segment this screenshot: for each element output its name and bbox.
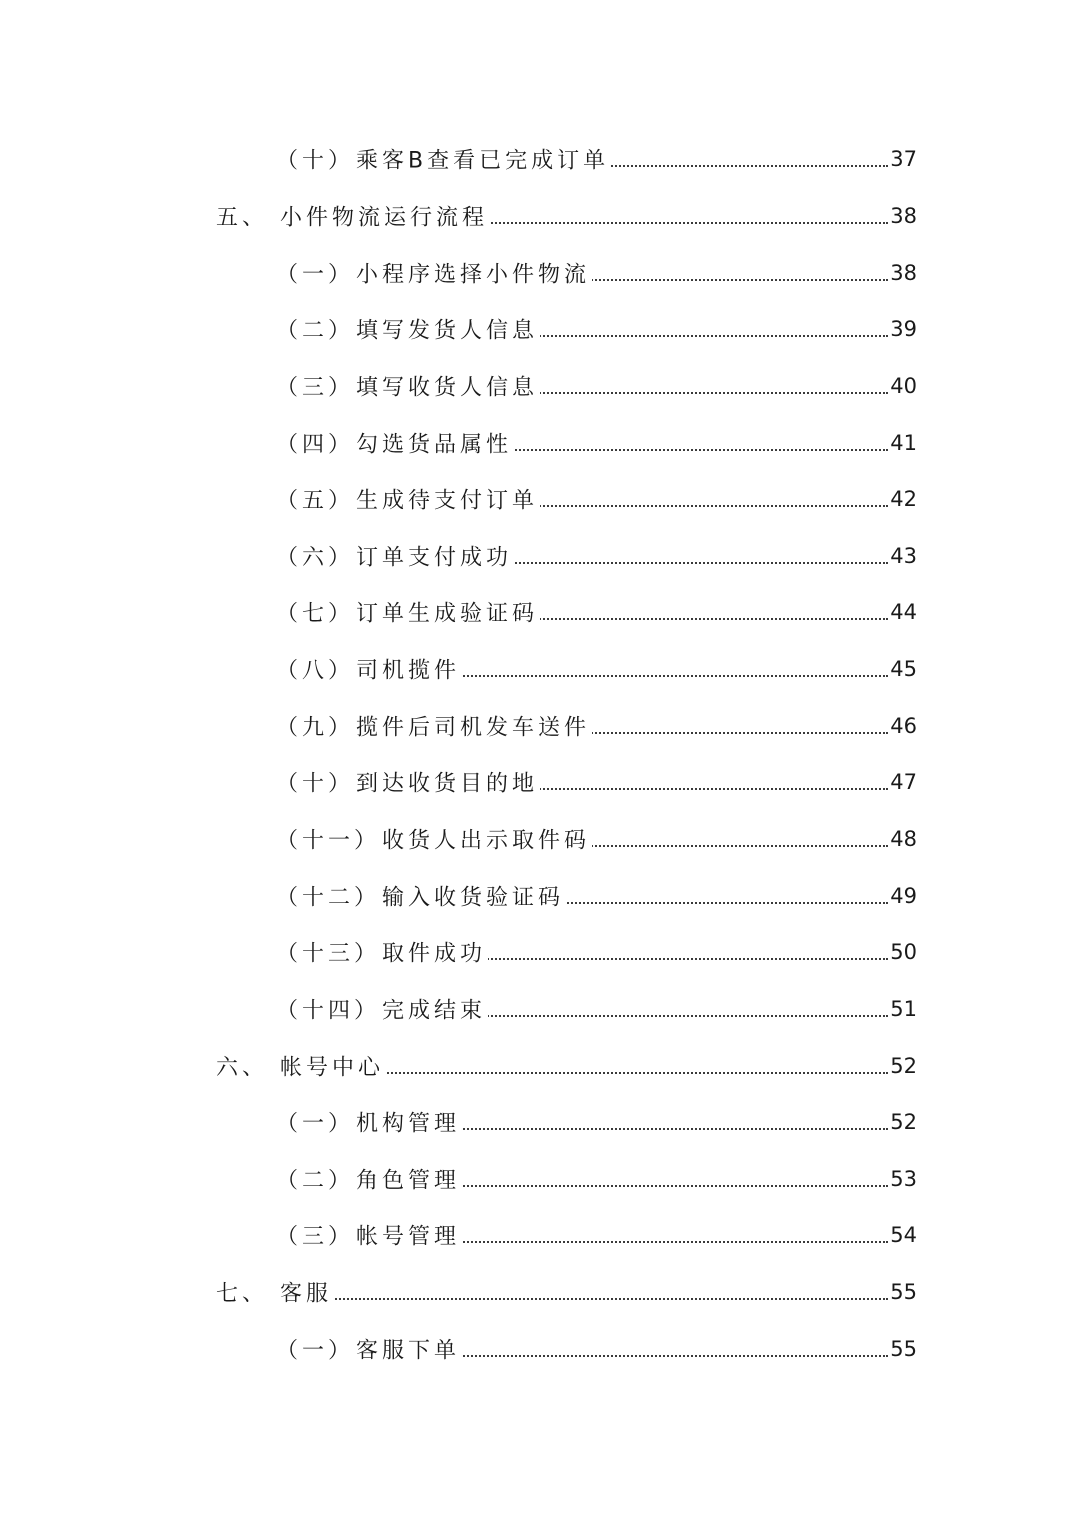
toc-entry-page-number: 46 bbox=[890, 713, 917, 738]
toc-entry-page-number: 55 bbox=[890, 1336, 917, 1361]
toc-entry[interactable] bbox=[0, 811, 1080, 868]
toc-entry-number: （一） bbox=[276, 257, 356, 288]
toc-entry-page-number: 52 bbox=[890, 1110, 917, 1135]
toc-entry[interactable] bbox=[0, 1094, 1080, 1151]
toc-entry-title: 乘客B查看已完成订单 bbox=[356, 144, 611, 175]
toc-entry-title: 帐号中心 bbox=[280, 1050, 386, 1081]
toc-entry-page-number: 41 bbox=[890, 430, 917, 455]
toc-entry-page-number: 42 bbox=[890, 487, 917, 512]
toc-entry-number: （六） bbox=[276, 540, 356, 571]
toc-entry-title: 填写收货人信息 bbox=[356, 370, 540, 401]
toc-entry-number: 六、 bbox=[216, 1050, 270, 1081]
toc-entry-page-number: 54 bbox=[890, 1223, 917, 1248]
toc-entry[interactable] bbox=[0, 1207, 1080, 1264]
toc-entry-page-number: 40 bbox=[890, 373, 917, 398]
toc-entry-number: （九） bbox=[276, 710, 356, 741]
toc-entry-number: （十二） bbox=[276, 880, 382, 911]
toc-entry-number: 五、 bbox=[216, 200, 270, 231]
toc-entry-number: （一） bbox=[276, 1107, 356, 1138]
toc-entry[interactable] bbox=[0, 584, 1080, 641]
toc-entry-number: （四） bbox=[276, 427, 356, 458]
toc-entry[interactable] bbox=[0, 244, 1080, 301]
toc-entry-title: 帐号管理 bbox=[356, 1220, 462, 1251]
toc-entry-number: （一） bbox=[276, 1333, 356, 1364]
toc-entry-page-number: 52 bbox=[890, 1053, 917, 1078]
toc-entry[interactable] bbox=[0, 358, 1080, 415]
toc-entry-title: 揽件后司机发车送件 bbox=[356, 710, 592, 741]
toc-entry-number: （十） bbox=[276, 767, 356, 798]
toc-entry[interactable] bbox=[0, 414, 1080, 471]
toc-entry-number: （三） bbox=[276, 1220, 356, 1251]
toc-entry-page-number: 38 bbox=[890, 260, 917, 285]
toc-entry[interactable] bbox=[0, 1264, 1080, 1321]
toc-entry[interactable] bbox=[0, 697, 1080, 754]
toc-entry-title: 角色管理 bbox=[356, 1163, 462, 1194]
toc-entry-number: （七） bbox=[276, 597, 356, 628]
toc-entry-title: 小件物流运行流程 bbox=[280, 200, 490, 231]
dot-leader bbox=[300, 1072, 888, 1074]
toc-entry-page-number: 38 bbox=[890, 203, 917, 228]
toc-entry-number: （十四） bbox=[276, 993, 382, 1024]
toc-entry-page-number: 43 bbox=[890, 543, 917, 568]
toc-entry-title: 输入收货验证码 bbox=[382, 880, 566, 911]
toc-entry-title: 生成待支付订单 bbox=[356, 484, 540, 515]
toc-entry-title: 取件成功 bbox=[382, 937, 488, 968]
toc-entry[interactable] bbox=[0, 641, 1080, 698]
toc-entry[interactable] bbox=[0, 188, 1080, 245]
toc-entry[interactable] bbox=[0, 867, 1080, 924]
toc-entry[interactable] bbox=[0, 471, 1080, 528]
toc-entry-number: （十三） bbox=[276, 937, 382, 968]
toc-entry-page-number: 49 bbox=[890, 883, 917, 908]
toc-entry-page-number: 39 bbox=[890, 317, 917, 342]
toc-entry[interactable] bbox=[0, 301, 1080, 358]
toc-entry-number: （十一） bbox=[276, 824, 382, 855]
toc-entry[interactable] bbox=[0, 754, 1080, 811]
toc-entry-number: 七、 bbox=[216, 1277, 270, 1308]
toc-entry[interactable] bbox=[0, 981, 1080, 1038]
toc-entry-title: 订单支付成功 bbox=[356, 540, 514, 571]
toc-entry-number: （十） bbox=[276, 144, 356, 175]
toc-entry-page-number: 37 bbox=[890, 147, 917, 172]
toc-entry-page-number: 51 bbox=[890, 996, 917, 1021]
toc-entry-title: 勾选货品属性 bbox=[356, 427, 514, 458]
toc-entry-title: 客服 bbox=[280, 1277, 334, 1308]
toc-entry-title: 到达收货目的地 bbox=[356, 767, 540, 798]
toc-entry-title: 小程序选择小件物流 bbox=[356, 257, 592, 288]
toc-entry-page-number: 53 bbox=[890, 1166, 917, 1191]
toc-entry[interactable] bbox=[0, 1151, 1080, 1208]
toc-entry-title: 客服下单 bbox=[356, 1333, 462, 1364]
toc-entry-number: （三） bbox=[276, 370, 356, 401]
toc-entry-number: （二） bbox=[276, 314, 356, 345]
toc-entry-page-number: 48 bbox=[890, 827, 917, 851]
toc-entry-page-number: 44 bbox=[890, 600, 917, 625]
toc-entry[interactable] bbox=[0, 131, 1080, 188]
toc-entry-title: 司机揽件 bbox=[356, 654, 462, 685]
toc-entry-number: （二） bbox=[276, 1163, 356, 1194]
toc-entry[interactable] bbox=[0, 1320, 1080, 1377]
toc-entry-number: （五） bbox=[276, 484, 356, 515]
toc-entry-page-number: 45 bbox=[890, 657, 917, 682]
toc-entry[interactable] bbox=[0, 527, 1080, 584]
toc-entry-page-number: 50 bbox=[890, 940, 917, 965]
toc-entry[interactable] bbox=[0, 924, 1080, 981]
toc-entry-title: 收货人出示取件码 bbox=[382, 824, 592, 855]
toc-entry-page-number: 55 bbox=[890, 1280, 917, 1305]
toc-entry-number: （八） bbox=[276, 654, 356, 685]
toc-entry-page-number: 47 bbox=[890, 770, 917, 795]
table-of-contents bbox=[0, 131, 1080, 1377]
toc-entry[interactable] bbox=[0, 1037, 1080, 1094]
toc-entry-title: 填写发货人信息 bbox=[356, 314, 540, 345]
dot-leader bbox=[300, 1298, 888, 1300]
toc-entry-title: 订单生成验证码 bbox=[356, 597, 540, 628]
toc-entry-title: 机构管理 bbox=[356, 1107, 462, 1138]
toc-entry-title: 完成结束 bbox=[382, 993, 488, 1024]
